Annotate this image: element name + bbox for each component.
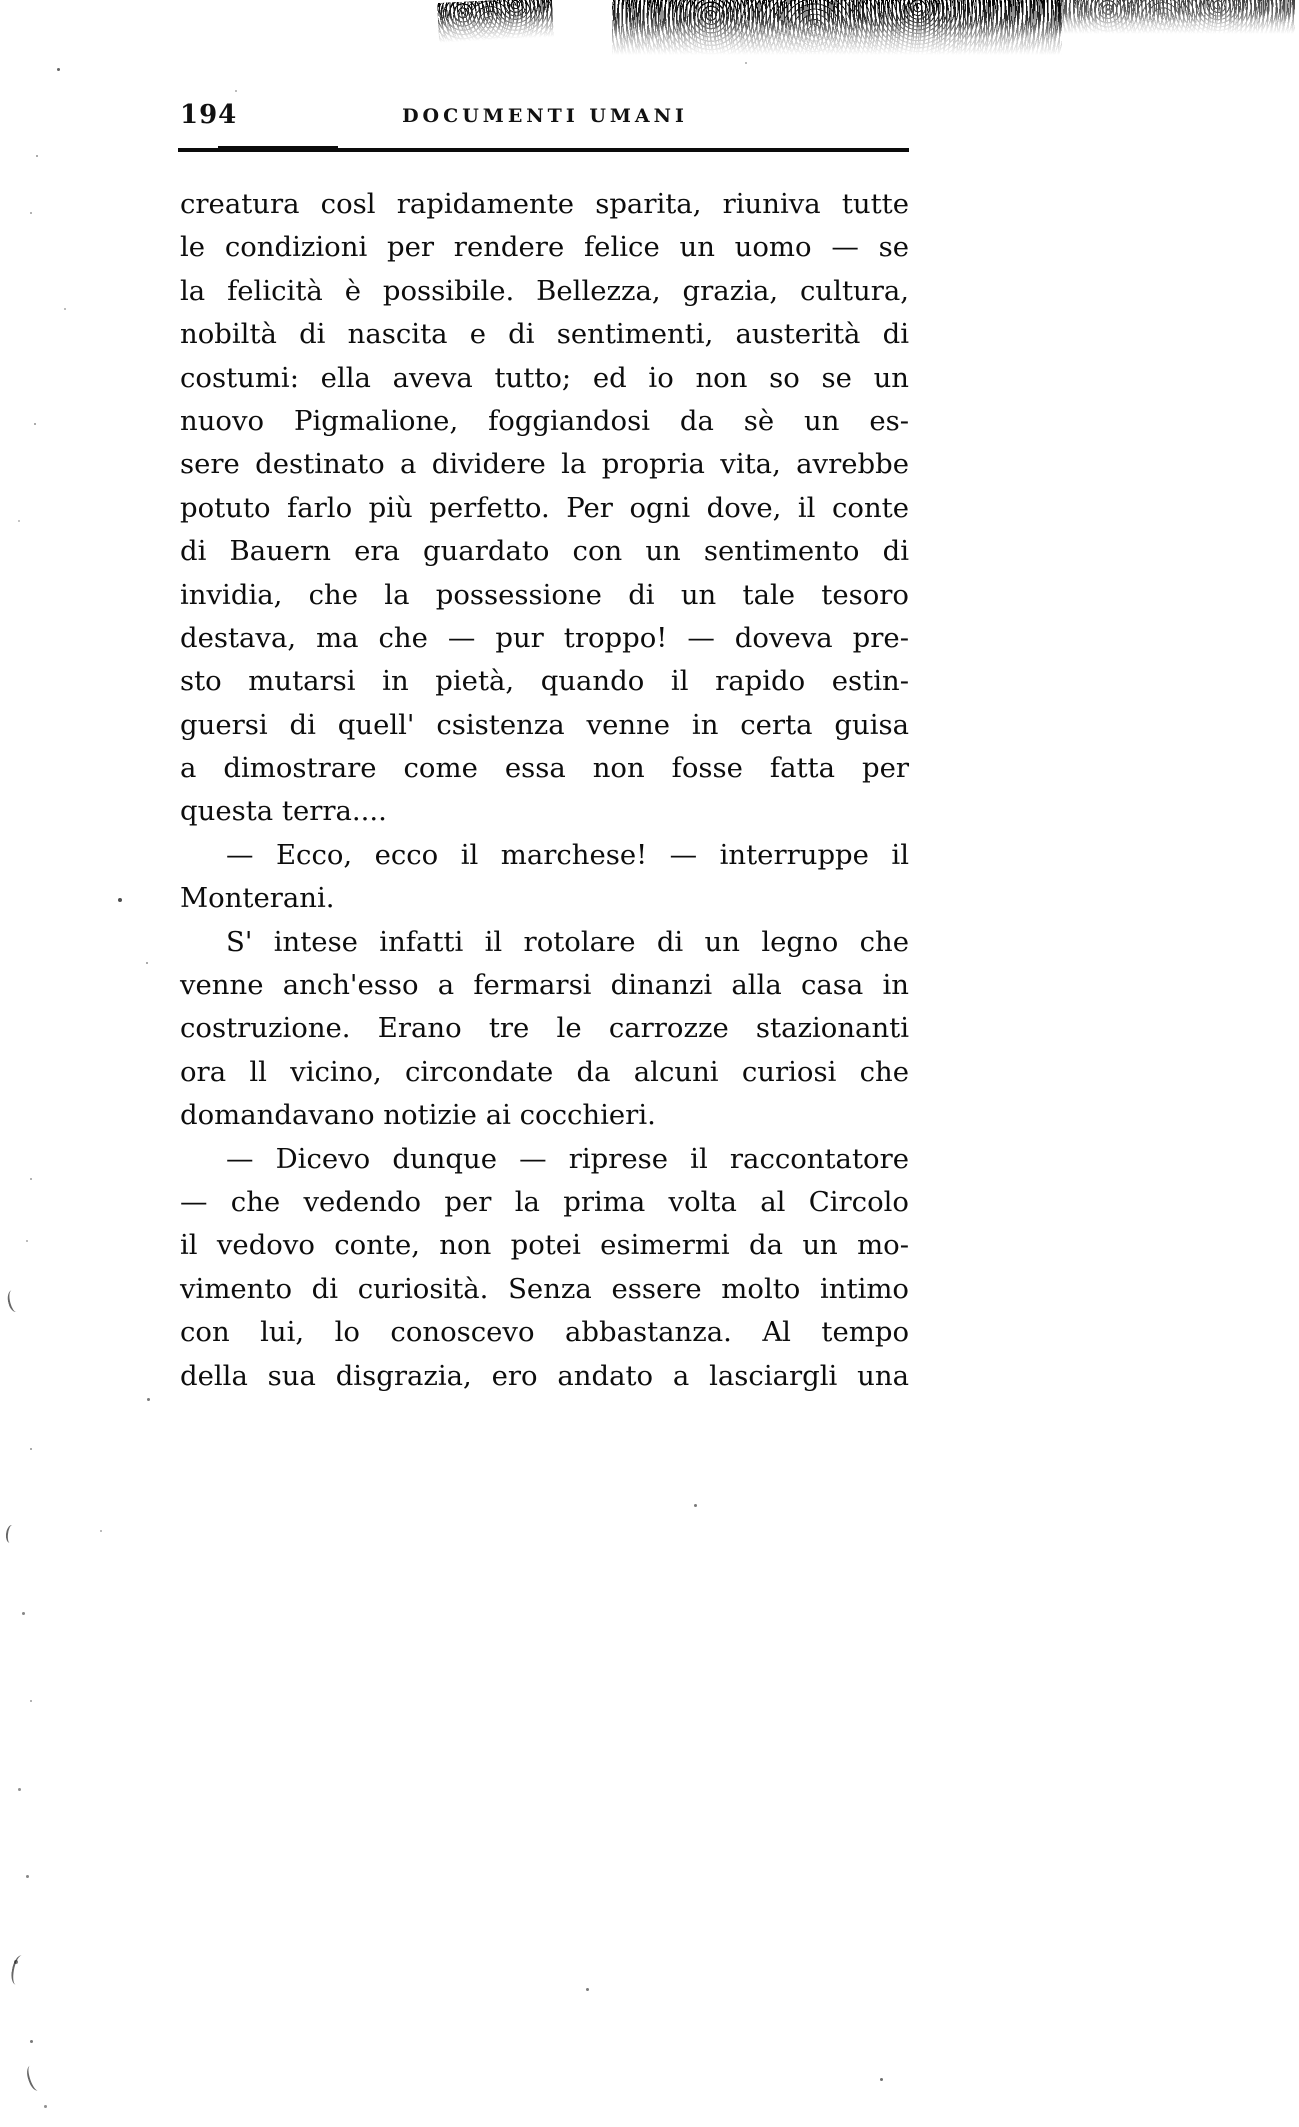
text-line: — che vedendo per la prima volta al Circolo (180, 1185, 909, 1218)
text-line: il vedovo conte, non potei esimermi da un mo- (180, 1229, 909, 1262)
text-line: potuto farlo più perfetto. Per ogni dove, il conte (180, 491, 909, 524)
scan-speck (26, 1875, 29, 1878)
text-block (180, 183, 909, 1398)
running-title: DOCUMENTI UMANI (402, 105, 688, 127)
text-line: nuovo Pigmalione, foggiandosi da sè un es- (180, 404, 909, 437)
scan-stroke (5, 1289, 22, 1313)
text-line: S' intese infatti il rotolare di un legno che (226, 925, 909, 958)
scan-stroke (24, 2064, 44, 2093)
scan-speck (57, 68, 60, 71)
text-line: a dimostrare come essa non fosse fatta per (180, 752, 909, 785)
text-line: invidia, che la possessione di un tale tesoro (180, 578, 909, 611)
text-line: sere destinato a dividere la propria vita, avrebbe (180, 448, 909, 481)
scan-speck (34, 423, 36, 425)
scan-speck (745, 62, 747, 64)
scan-speck (18, 520, 20, 522)
text-line: — Dicevo dunque — riprese il raccontatore (226, 1142, 909, 1175)
text-line: nobiltà di nascita e di sentimenti, austerità di (180, 318, 909, 351)
ink-smudge (1055, 0, 1295, 34)
text-line: questa terra.... (180, 795, 387, 828)
text-line: ora ll vicino, circondate da alcuni curiosi che (180, 1055, 909, 1088)
text-line: Monterani. (180, 882, 335, 915)
text-line: le condizioni per rendere felice un uomo — se (180, 231, 909, 264)
ink-smudge (612, 0, 1062, 55)
text-line: di Bauern era guardato con un sentimento di (180, 535, 909, 568)
text-line: guersi di quell' csistenza venne in certa guisa (180, 708, 909, 741)
scan-speck (30, 1700, 32, 1702)
text-line: costumi: ella aveva tutto; ed io non so se un (180, 361, 909, 394)
scan-stroke (5, 1525, 17, 1544)
scan-speck (44, 2105, 47, 2108)
scan-speck (586, 1988, 589, 1991)
scan-speck (64, 308, 66, 310)
scan-speck (694, 1504, 697, 1507)
scan-speck (30, 2040, 33, 2043)
scan-speck (30, 212, 32, 214)
scan-speck (118, 898, 122, 902)
text-line: vimento di curiosità. Senza essere molto intimo (180, 1272, 909, 1305)
text-line: con lui, lo conoscevo abbastanza. Al tempo (180, 1316, 909, 1349)
scan-stroke (10, 1954, 29, 1986)
scan-speck (146, 962, 148, 964)
scan-speck (880, 2078, 883, 2081)
page-header (180, 100, 910, 136)
scan-speck (36, 155, 38, 157)
text-line: venne anch'esso a fermarsi dinanzi alla casa in (180, 969, 909, 1002)
text-line: costruzione. Erano tre le carrozze stazionanti (180, 1012, 909, 1045)
text-line: domandavano notizie ai cocchieri. (180, 1099, 656, 1132)
scan-speck (235, 90, 237, 92)
text-line: della sua disgrazia, ero andato a lasciargli una (180, 1359, 909, 1392)
scan-speck (30, 1448, 32, 1450)
scan-speck (30, 1178, 32, 1180)
ink-smudge (437, 0, 554, 43)
page-number: 194 (180, 100, 238, 130)
text-line: sto mutarsi in pietà, quando il rapido estin- (180, 665, 909, 698)
header-rule (178, 148, 909, 152)
text-line: — Ecco, ecco il marchese! — interruppe il (226, 838, 909, 871)
scan-speck (22, 1612, 25, 1615)
text-line: la felicità è possibile. Bellezza, grazia, cultura, (180, 274, 909, 307)
text-line: destava, ma che — pur troppo! — doveva pre- (180, 621, 909, 654)
scan-speck (147, 1398, 150, 1401)
scan-speck (100, 1530, 102, 1532)
text-line: creatura cosl rapidamente sparita, riuniva tutte (180, 188, 909, 220)
scan-speck (18, 1788, 21, 1791)
scan-speck (26, 1240, 28, 1242)
